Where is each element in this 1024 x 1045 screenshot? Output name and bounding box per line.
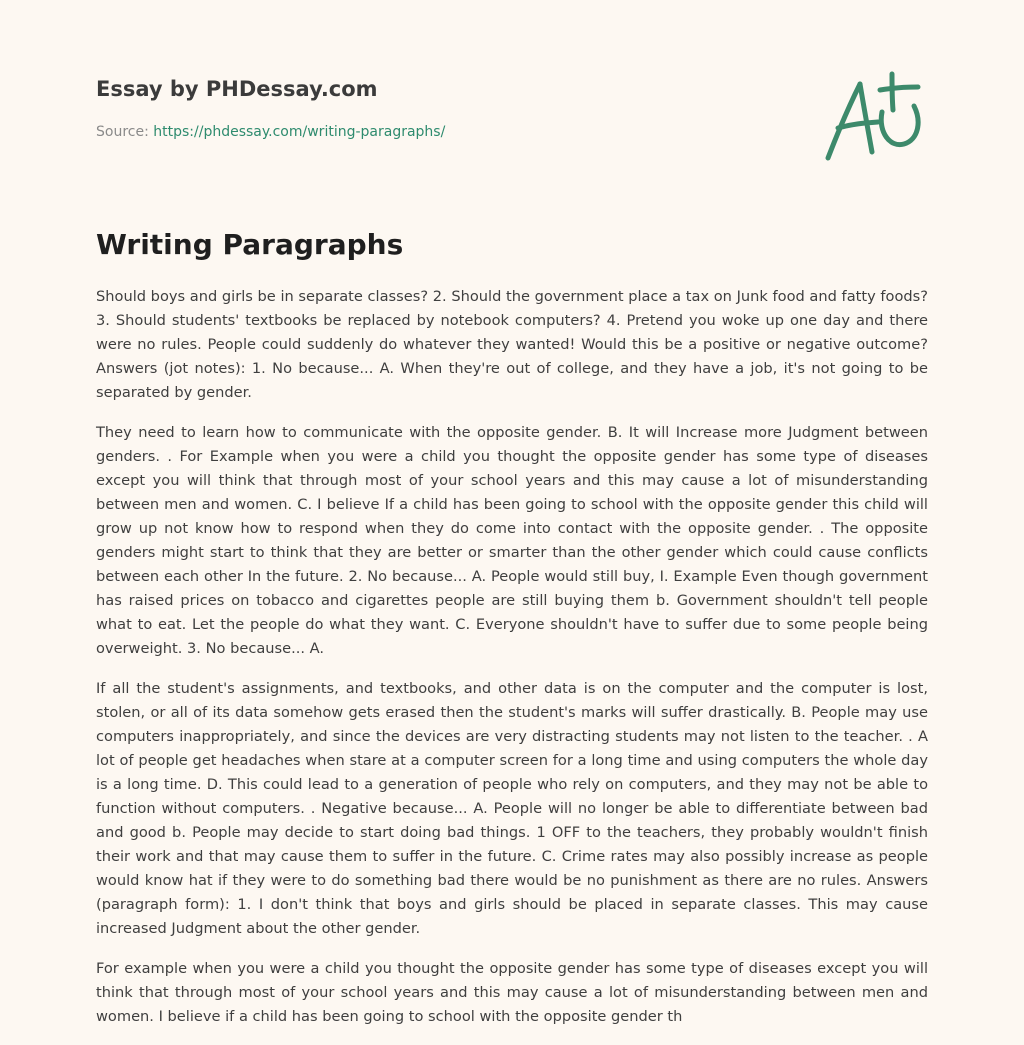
- page-header: [96, 74, 796, 142]
- essay-paragraph: Should boys and girls be in separate classes? 2. Should the government place a tax on Junk food and fatty foods? 3. Should students' textbooks be replaced by notebook computers? 4. Pretend you woke up one day and there were no rules. People could suddenly do whatever they wanted! Would this be a positive or negative outcome? Answers (jot notes): 1. No because... A. When they're out of college, and they have a job, it's not going to be separated by gender.: [96, 288, 928, 401]
- source-line: [96, 122, 796, 142]
- essay-paragraph: For example when you were a child you thought the opposite gender has some type of diseases except you will think that through most of your school years and this may cause a lot of misunderstanding between men and women. I believe if a child has been going to school with the opposite gender th: [96, 960, 928, 1025]
- source-label: Source:: [96, 124, 154, 140]
- site-title: Essay by PHDessay.com: [96, 77, 378, 101]
- essay-title: Writing Paragraphs: [96, 228, 404, 261]
- essay-body: [96, 285, 928, 1045]
- essay-paragraph: They need to learn how to communicate with the opposite gender. B. It will Increase more Judgment between genders. . For Example when you were a child you thought the opposite gender has some type of diseases except you will think that through most of your school years and this may cause a lot of misunderstanding between men and women. C. I believe If a child has been going to school with the opposite gender this child will grow up not know how to respond when they do come into contact with the opposite gender. . The opposite genders might start to think that they are better or smarter than the other gender which could cause conflicts between each other In the future. 2. No because... A. People would still buy, I. Example Even though government has raised prices on tobacco and cigarettes people are still buying them b. Government shouldn't tell people what to eat. Let the people do what they want. C. Everyone shouldn't have to suffer due to some people being overweight. 3. No because... A.: [96, 424, 928, 657]
- essay-paragraph: If all the student's assignments, and textbooks, and other data is on the computer and the computer is lost, stolen, or all of its data somehow gets erased then the student's marks will suffer drastically. B. People may use computers inappropriately, and since the devices are very distracting students may not listen to the teacher. . A lot of people get headaches when stare at a computer screen for a long time and using computers the whole day is a long time. D. This could lead to a generation of people who rely on computers, and they may not be able to function without computers. . Negative because... A. People will no longer be able to differentiate between bad and good b. People may decide to start doing bad things. 1 OFF to the teachers, they probably wouldn't finish their work and that may cause them to suffer in the future. C. Crime rates may also possibly increase as people would know hat if they were to do something bad there would be no punishment as there are no rules. Answers (paragraph form): 1. I don't think that boys and girls should be placed in separate classes. This may cause increased Judgment about the other gender.: [96, 680, 928, 937]
- source-link[interactable]: https://phdessay.com/writing-paragraphs/: [153, 124, 446, 140]
- a-plus-grade-icon: [820, 66, 930, 166]
